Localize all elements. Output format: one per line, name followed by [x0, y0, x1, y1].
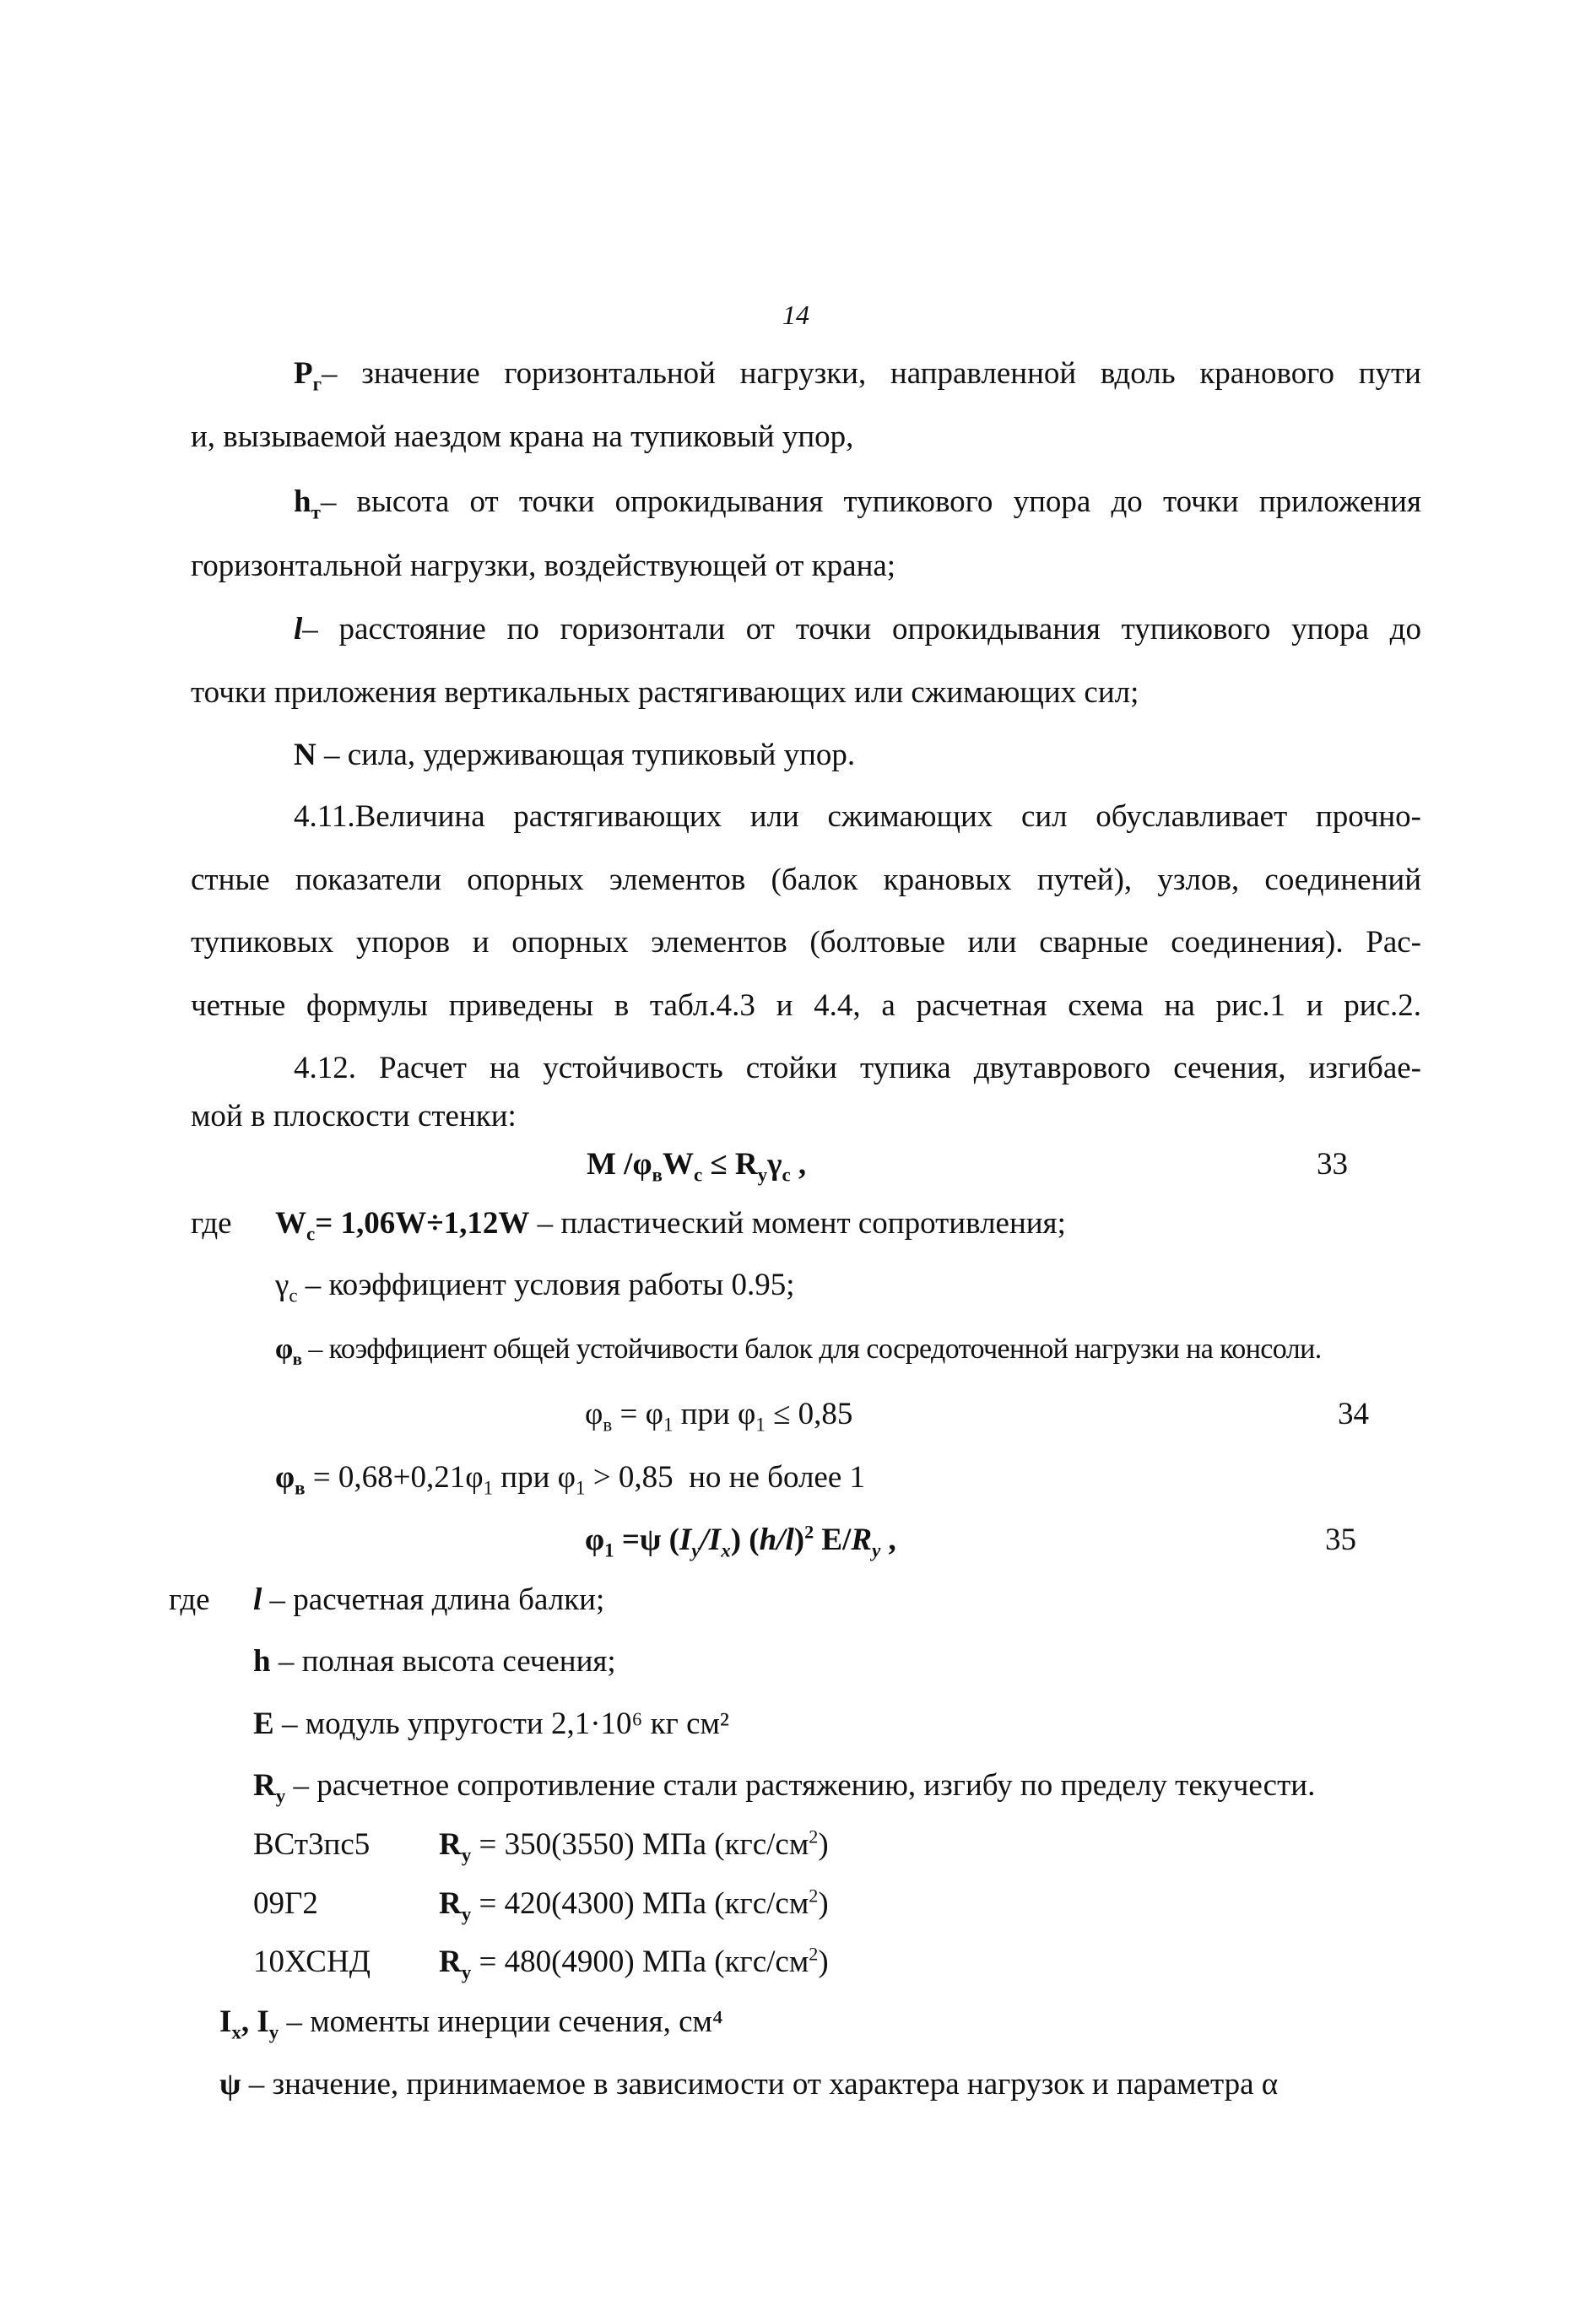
gamma-definition: $\gamma_c$ – коэффициент условия работы 0.95; — [275, 1268, 795, 1306]
l-definition-line-2: точки приложения вертикальных растягивающих или сжимающих сил; — [191, 675, 1139, 710]
pr-definition-line-1 — [294, 354, 1421, 393]
gamma-text: – коэффициент условия работы 0.95; — [297, 1268, 795, 1302]
l-text: – расстояние по горизонтали от точки опрокидывания тупикового упора до — [302, 612, 1421, 646]
para-4-11-line-3: тупиковых упоров и опорных элементов (болтовые или сварные соединения). Рас- — [191, 925, 1421, 960]
wc-definition: $W_c= 1,06W\div 1,12W$ – пластический момент сопротивления; — [275, 1206, 1066, 1245]
ry-definition: $R_y$ – расчетное сопротивление стали растяжению, изгибу по пределу текучести. — [253, 1768, 1316, 1807]
where-label-2: где — [169, 1582, 210, 1617]
where-label-1: где — [191, 1206, 232, 1241]
equation-34b: $\varphi_в = 0,68+0,21\varphi_1$ при $\varphi_1 > 0,85$ но не более 1 — [275, 1460, 866, 1499]
steel-grade-3: 10ХСНД — [253, 1945, 371, 1979]
pr-definition-line-2: и, вызываемой наездом крана на тупиковый упор, — [191, 419, 854, 454]
inertia-definition: $I_x$, $I_y$ – моменты инерции сечения, см⁴ — [219, 2004, 723, 2043]
l-definition-line-1 — [294, 610, 1421, 649]
ht-definition-line-2: горизонтальной нагрузки, воздействующей от крана; — [191, 549, 896, 583]
wc-text: – пластический момент сопротивления; — [529, 1206, 1066, 1241]
l-symbol: l — [294, 612, 303, 646]
n-definition — [294, 736, 855, 775]
para-4-11-line-2: стные показатели опорных элементов (балок крановых путей), узлов, соединений — [191, 863, 1421, 897]
equation-35: $\varphi_1 =\psi$ $(I_y/I_x)$ $(h/l)^2$ $E/R_y$ , — [585, 1521, 896, 1561]
pr-symbol: $P_г$ — [294, 356, 322, 395]
para-4-11-line-4: четные формулы приведены в табл.4.3 и 4.4, а расчетная схема на рис.1 и рис.2. — [191, 988, 1421, 1023]
para-4-12-line-1: 4.12. Расчет на устойчивость стойки тупика двутаврового сечения, изгибае- — [294, 1051, 1421, 1085]
length-definition: l – расчетная длина балки; — [253, 1582, 605, 1617]
steel-value-3: $R_y = 480(4900)$ МПа $(кгс/см^2)$ — [439, 1943, 829, 1983]
phi-text: – коэффициент общей устойчивости балок для сосредоточенной нагрузки на консоли. — [301, 1333, 1322, 1365]
modulus-definition: E – модуль упругости 2,1·10⁶ кг см² — [253, 1707, 730, 1741]
psi-definition: ψ – значение, принимаемое в зависимости от характера нагрузок и параметра α — [219, 2067, 1279, 2102]
steel-value-2: $R_y = 420(4300)$ МПа $(кгс/см^2)$ — [439, 1885, 829, 1925]
para-4-11-line-1: 4.11.Величина растягивающих или сжимающих сил обуславливает прочно- — [294, 799, 1421, 834]
height-definition: h – полная высота сечения; — [253, 1644, 616, 1679]
equation-33: M $/\varphi_вW_c \le R_y\gamma_c$ , — [587, 1147, 807, 1186]
equation-34: $\varphi_в = \varphi_1$ при $\varphi_1 \le 0,85$ — [585, 1397, 853, 1436]
ht-definition-line-1 — [294, 483, 1421, 522]
para-4-12-line-2: мой в плоскости стенки: — [191, 1099, 517, 1133]
ht-text: – высота от точки опрокидывания тупикового упора до точки приложения — [320, 484, 1421, 519]
equation-33-number: 33 — [1317, 1147, 1348, 1182]
steel-grade-1: ВСт3пс5 — [253, 1827, 371, 1862]
equation-34-number: 34 — [1338, 1397, 1369, 1431]
page-number: 14 — [782, 300, 809, 330]
equation-35-number: 35 — [1325, 1523, 1356, 1557]
phi-definition: $\varphi_в$ – коэффициент общей устойчивости балок для сосредоточенной нагрузки на консоли. — [275, 1333, 1322, 1369]
n-text: – сила, удерживающая тупиковый упор. — [316, 738, 856, 772]
pr-text: – значение горизонтальной нагрузки, направленной вдоль кранового пути — [322, 356, 1421, 391]
n-symbol: N — [294, 738, 316, 772]
ht-symbol: $h_т$ — [294, 484, 321, 523]
steel-grade-2: 09Г2 — [253, 1886, 318, 1921]
steel-value-1: $R_y = 350(3550)$ МПа $(кгс/см^2)$ — [439, 1826, 829, 1866]
